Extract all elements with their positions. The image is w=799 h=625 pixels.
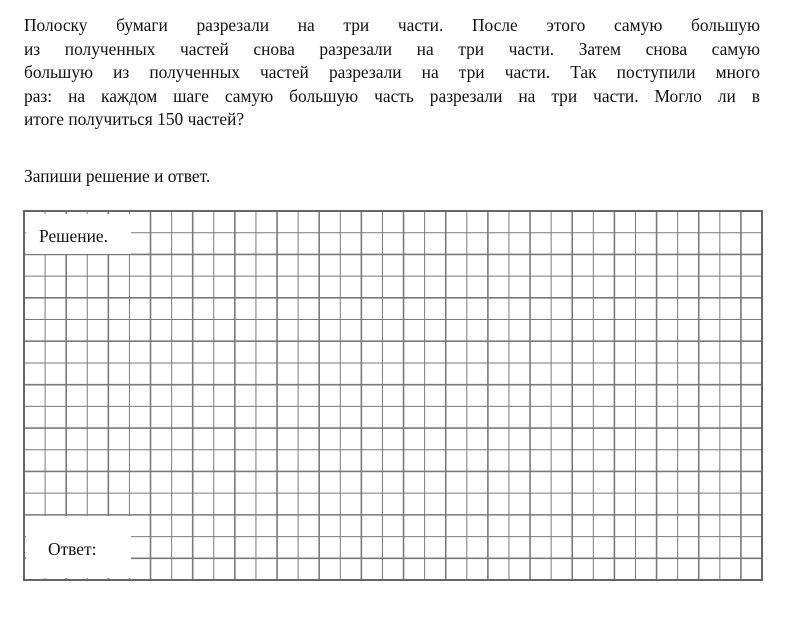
grid-border <box>24 211 762 580</box>
problem-line: итоге получиться 150 частей? <box>24 109 245 130</box>
answer-label-box <box>26 516 131 578</box>
problem-line: из полученных частей снова разрезали на три части. Затем снова самую <box>24 38 760 59</box>
solution-label-box <box>26 214 131 254</box>
instruction-text: Запиши решение и ответ. <box>24 166 211 186</box>
answer-label: Ответ: <box>48 539 97 559</box>
problem-line: раз: на каждом шаге самую большую часть разрезали на три части. Могло ли в <box>24 85 760 106</box>
problem-line: большую из полученных частей разрезали на три части. Так поступили много <box>24 62 760 83</box>
solution-label: Решение. <box>39 226 108 246</box>
problem-line: Полоску бумаги разрезали на три части. После этого самую большую <box>24 15 760 35</box>
